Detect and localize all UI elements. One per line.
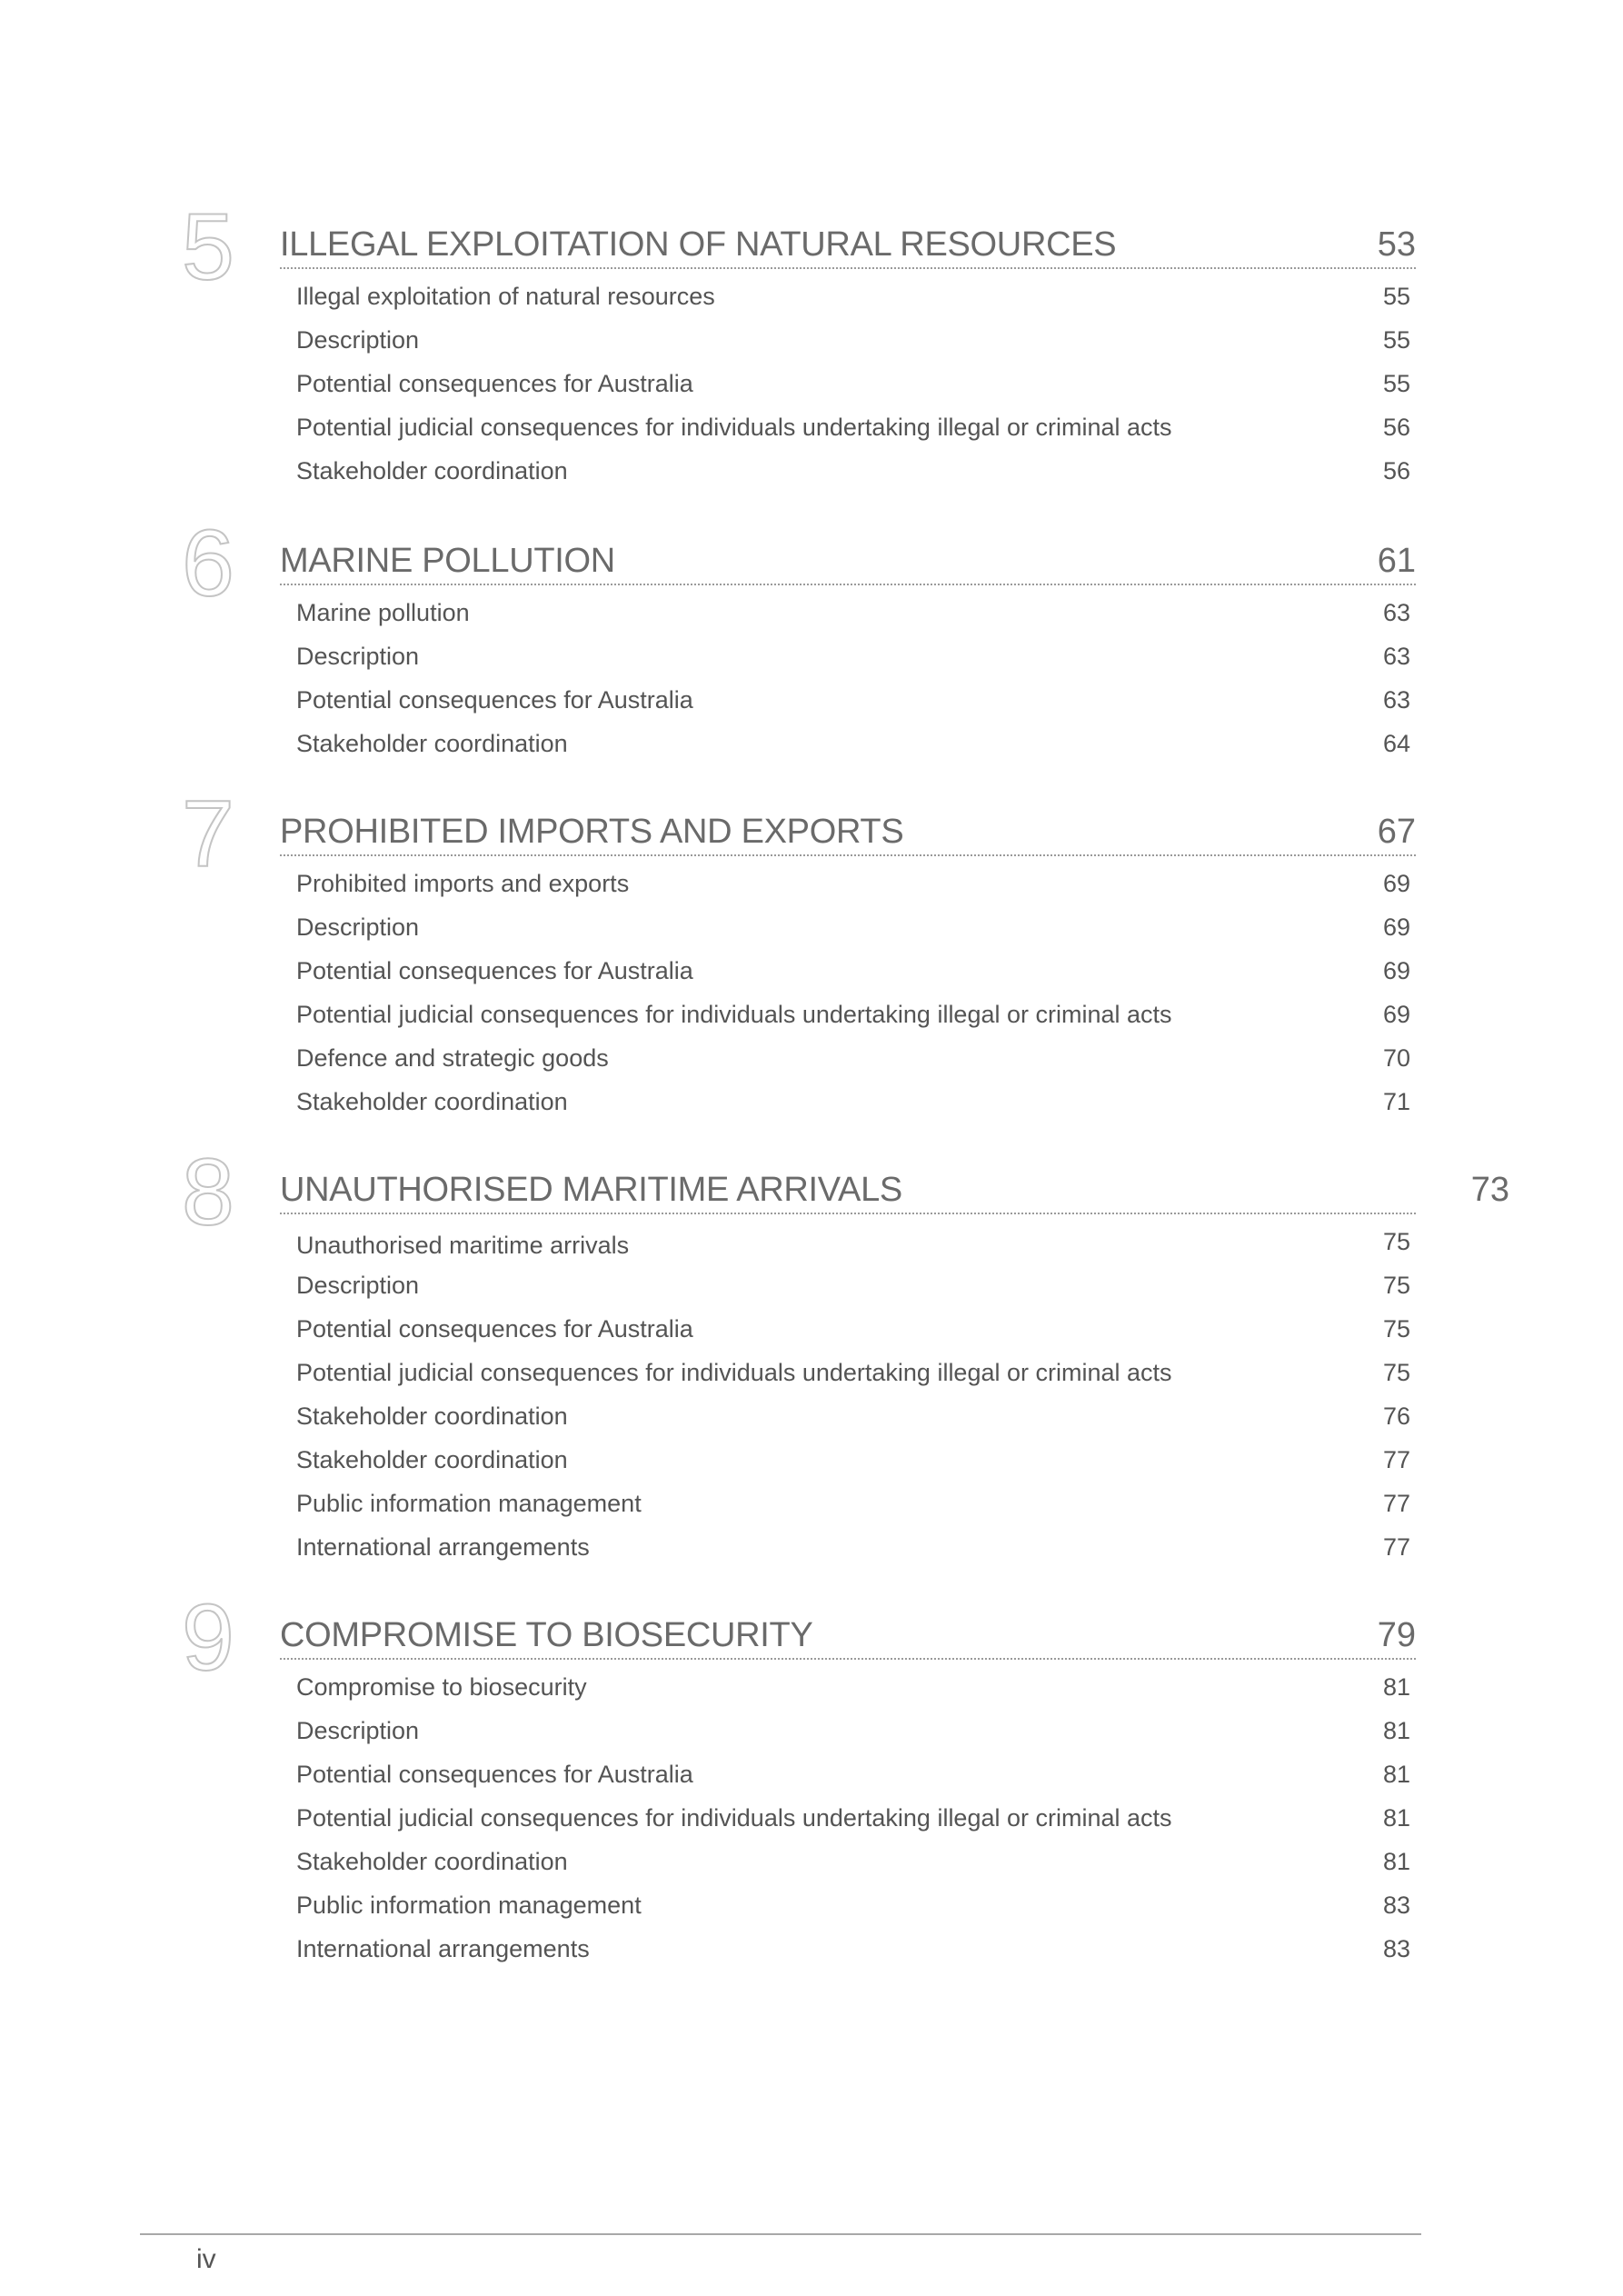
toc-entry[interactable]	[296, 1671, 1416, 1714]
toc-entry-label: International arrangements	[296, 1533, 590, 1561]
toc-entry[interactable]	[296, 367, 1416, 411]
toc-entry[interactable]	[296, 1443, 1416, 1487]
toc-entry[interactable]	[296, 911, 1416, 954]
toc-entry[interactable]	[296, 1889, 1416, 1932]
toc-entry-label: Public information management	[296, 1892, 642, 1919]
toc-entry-page: 69	[1382, 957, 1410, 984]
chapter-heading	[280, 809, 1416, 856]
toc-entry-label: Potential consequences for Australia	[296, 1315, 693, 1343]
toc-entry-page: 75	[1382, 1228, 1410, 1255]
toc-entry-label: Potential judicial consequences for individuals undertaking illegal or criminal acts	[296, 1359, 1172, 1386]
toc-entry-label: Potential consequences for Australia	[296, 957, 693, 984]
chapter-heading	[280, 1167, 1509, 1214]
chapter-title[interactable]: MARINE POLLUTION	[280, 542, 615, 580]
chapter-page-number: 61	[1377, 542, 1416, 580]
toc-entry[interactable]	[296, 998, 1416, 1042]
chapter-number: 8	[182, 1140, 234, 1245]
toc-entry[interactable]	[296, 596, 1416, 640]
toc-entry-label: Stakeholder coordination	[296, 1088, 568, 1115]
toc-entry-label: Potential judicial consequences for individuals undertaking illegal or criminal acts	[296, 1804, 1172, 1832]
toc-entry[interactable]	[296, 1758, 1416, 1802]
toc-entry[interactable]	[296, 954, 1416, 998]
toc-entry-page: 63	[1382, 686, 1410, 714]
toc-entry-label: Description	[296, 913, 420, 941]
chapter-heading	[280, 1612, 1416, 1660]
toc-entry[interactable]	[296, 640, 1416, 684]
toc-entry[interactable]	[296, 1313, 1416, 1356]
toc-entry-page: 64	[1382, 730, 1410, 757]
toc-entry[interactable]	[296, 1845, 1416, 1889]
footer-rule	[140, 2233, 1421, 2235]
toc-entry-page: 63	[1382, 643, 1410, 670]
toc-entry-page: 81	[1382, 1717, 1410, 1744]
chapter-heading	[280, 538, 1416, 585]
toc-entry-page: 75	[1382, 1272, 1410, 1299]
toc-entry-label: Potential consequences for Australia	[296, 686, 693, 714]
chapter-title[interactable]: COMPROMISE TO BIOSECURITY	[280, 1616, 813, 1654]
toc-entry-page: 76	[1382, 1403, 1410, 1430]
toc-entry[interactable]	[296, 1356, 1416, 1400]
toc-entry-label: Stakeholder coordination	[296, 730, 568, 757]
chapter-heading	[280, 222, 1416, 269]
footer-page-number: iv	[196, 2244, 216, 2274]
chapter-page-number: 67	[1377, 813, 1416, 851]
toc-entry[interactable]	[296, 1269, 1416, 1313]
chapter-entries	[296, 1225, 1416, 1574]
toc-entry-page: 83	[1382, 1892, 1410, 1919]
chapter-number: 9	[182, 1585, 234, 1691]
toc-entry-label: Potential judicial consequences for individuals undertaking illegal or criminal acts	[296, 1001, 1172, 1028]
chapter-title[interactable]: UNAUTHORISED MARITIME ARRIVALS	[280, 1171, 902, 1209]
toc-entry[interactable]	[296, 867, 1416, 911]
toc-entry[interactable]	[296, 324, 1416, 367]
toc-entry-label: International arrangements	[296, 1935, 590, 1962]
toc-entry-label: Defence and strategic goods	[296, 1044, 609, 1072]
toc-entry[interactable]	[296, 454, 1416, 498]
toc-entry-label: Description	[296, 1717, 420, 1744]
chapter-page-number: 79	[1377, 1616, 1416, 1654]
chapter-title[interactable]: ILLEGAL EXPLOITATION OF NATURAL RESOURCES	[280, 225, 1117, 264]
toc-entry[interactable]	[296, 1932, 1416, 1976]
toc-entry[interactable]	[296, 280, 1416, 324]
toc-entry[interactable]	[296, 1085, 1416, 1129]
toc-entry-label: Stakeholder coordination	[296, 1403, 568, 1430]
toc-entry-page: 71	[1382, 1088, 1410, 1115]
chapter-number: 6	[182, 511, 234, 616]
chapter-entries	[296, 867, 1416, 1129]
toc-entry-label: Potential consequences for Australia	[296, 370, 693, 397]
toc-entry[interactable]	[296, 684, 1416, 727]
chapter-number: 7	[182, 782, 234, 887]
toc-entry-label: Stakeholder coordination	[296, 1848, 568, 1875]
toc-entry-label: Stakeholder coordination	[296, 1446, 568, 1473]
toc-entry-page: 70	[1382, 1044, 1410, 1072]
toc-entry[interactable]	[296, 1225, 1416, 1269]
chapter-entries	[296, 1671, 1416, 1976]
toc-entry-label: Potential consequences for Australia	[296, 1761, 693, 1788]
toc-entry-page: 69	[1382, 870, 1410, 897]
chapter-title[interactable]: PROHIBITED IMPORTS AND EXPORTS	[280, 813, 904, 851]
toc-entry[interactable]	[296, 1042, 1416, 1085]
toc-entry-page: 63	[1382, 599, 1410, 626]
toc-entry-label: Compromise to biosecurity	[296, 1673, 587, 1701]
toc-entry-page: 55	[1382, 370, 1410, 397]
toc-entry-label: Description	[296, 326, 420, 354]
toc-entry-label: Potential judicial consequences for individuals undertaking illegal or criminal acts	[296, 414, 1172, 441]
toc-entry-page: 81	[1382, 1761, 1410, 1788]
toc-entry-page: 75	[1382, 1315, 1410, 1343]
chapter-number: 5	[182, 195, 234, 300]
toc-entry-label: Marine pollution	[296, 599, 470, 626]
toc-entry-label: Description	[296, 643, 420, 670]
toc-entry-page: 56	[1382, 414, 1410, 441]
chapter-entries	[296, 280, 1416, 498]
chapter-page-number: 73	[1470, 1171, 1509, 1209]
toc-entry[interactable]	[296, 1714, 1416, 1758]
chapter-entries	[296, 596, 1416, 771]
toc-entry-page: 77	[1382, 1490, 1410, 1517]
toc-entry-label: Illegal exploitation of natural resources	[296, 283, 715, 310]
toc-entry[interactable]	[296, 1531, 1416, 1574]
toc-entry-label: Stakeholder coordination	[296, 457, 568, 484]
toc-entry-page: 69	[1382, 1001, 1410, 1028]
toc-entry-page: 56	[1382, 457, 1410, 484]
toc-entry-page: 81	[1382, 1804, 1410, 1832]
toc-entry-page: 69	[1382, 913, 1410, 941]
toc-entry-page: 75	[1382, 1359, 1410, 1386]
toc-entry[interactable]	[296, 411, 1416, 454]
toc-entry-label: Prohibited imports and exports	[296, 870, 630, 897]
toc-entry-page: 77	[1382, 1446, 1410, 1473]
toc-entry[interactable]	[296, 1802, 1416, 1845]
toc-entry[interactable]	[296, 727, 1416, 771]
toc-entry-label: Public information management	[296, 1490, 642, 1517]
toc-entry-page: 77	[1382, 1533, 1410, 1561]
toc-entry-page: 81	[1382, 1673, 1410, 1701]
toc-entry-label: Description	[296, 1272, 420, 1299]
toc-entry[interactable]	[296, 1400, 1416, 1443]
chapter-page-number: 53	[1377, 225, 1416, 264]
toc-entry-page: 55	[1382, 326, 1410, 354]
toc-entry[interactable]	[296, 1487, 1416, 1531]
toc-entry-label: Unauthorised maritime arrivals	[296, 1232, 630, 1259]
toc-entry-page: 81	[1382, 1848, 1410, 1875]
toc-entry-page: 83	[1382, 1935, 1410, 1962]
toc-entry-page: 55	[1382, 283, 1410, 310]
